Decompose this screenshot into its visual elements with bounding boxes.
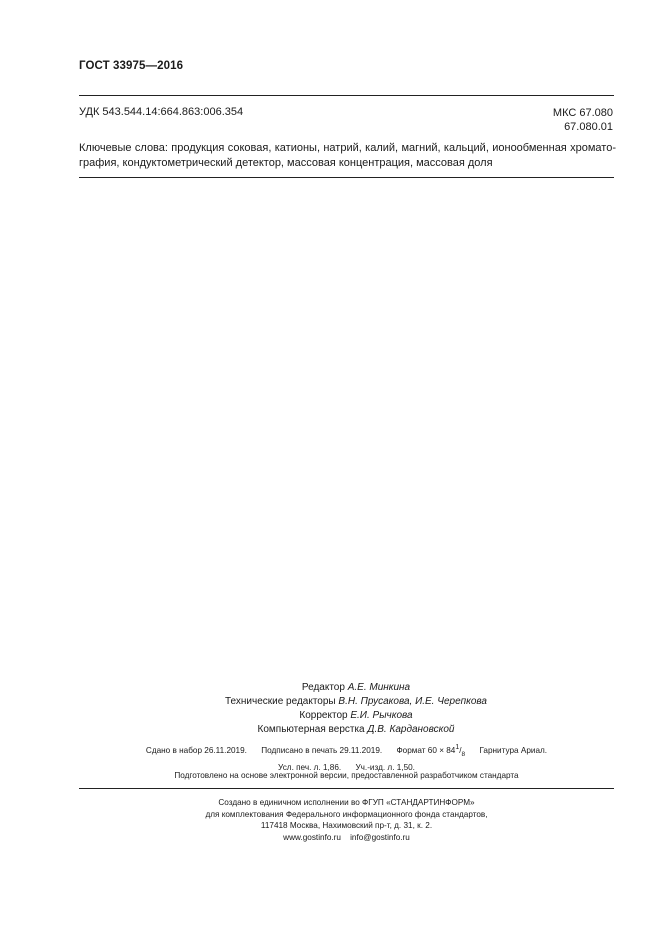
publication-line1 [100, 742, 593, 762]
credit-editor [150, 681, 562, 695]
mks-codes [553, 106, 613, 134]
credit-corrector-name: Е.И. Рычкова [350, 710, 413, 721]
credit-layout-role: Компьютерная верстка [257, 724, 365, 735]
footer-block [100, 797, 593, 843]
credit-tech-role: Технические редакторы [224, 696, 336, 707]
publication-info [100, 742, 593, 774]
footer-contacts [100, 832, 593, 844]
footer-line3: 117418 Москва, Нахимовский пр-т, д. 31, к. 2. [260, 821, 433, 830]
keywords-rule [79, 177, 614, 178]
submitted-date: Сдано в набор 26.11.2019. [145, 746, 247, 755]
credit-layout [150, 723, 562, 737]
credit-layout-name: Д.В. Кардановской [367, 724, 455, 735]
udk-code: УДК 543.544.14:664.863:006.354 [79, 106, 244, 118]
signed-date: Подписано в печать 29.11.2019. [261, 746, 383, 755]
credits-block [150, 681, 562, 737]
credit-corrector [150, 709, 562, 723]
standard-number: ГОСТ 33975—2016 [79, 60, 184, 72]
publisher-sheets: Уч.-изд. л. 1,50. [355, 762, 415, 772]
footer-line2: для комплектования Федерального информационного фонда стандартов, [205, 809, 488, 819]
format-numerator: 1 [455, 744, 460, 751]
footer-rule [79, 788, 614, 789]
credit-editor-name: А.Е. Минкина [347, 682, 411, 693]
keywords-paragraph: Ключевые слова: продукция соковая, катионы, натрий, калий, магний, кальций, ионообменная хромато-графия, кондуктометрический детектор, массовая концентрация, массовая доля [79, 142, 616, 169]
credit-tech-editors [150, 695, 562, 709]
top-rule [79, 95, 614, 96]
email-link[interactable]: info@gostinfo.ru [350, 832, 410, 842]
footer-line1: Создано в единичном исполнении во ФГУП «СТАНДАРТИНФОРМ» [218, 798, 475, 807]
mks-code-line1: МКС 67.080 [552, 107, 613, 119]
website-link[interactable]: www.gostinfo.ru [283, 832, 341, 842]
typeface: Гарнитура Ариал. [479, 746, 548, 755]
credit-tech-names: В.Н. Прусакова, И.Е. Черепкова [338, 696, 487, 707]
credit-corrector-role: Корректор [299, 710, 348, 721]
print-sheets: Усл. печ. л. 1,86. [278, 762, 342, 772]
paper-format: Формат $60 \times 84^1/_8$ [396, 744, 466, 758]
format-denominator: 8 [461, 751, 466, 758]
mks-code-line2: 67.080.01 [564, 121, 613, 133]
prepared-note: Подготовлено на основе электронной версии, предоставленной разработчиком стандарта [174, 771, 519, 780]
credit-editor-role: Редактор [301, 682, 345, 693]
